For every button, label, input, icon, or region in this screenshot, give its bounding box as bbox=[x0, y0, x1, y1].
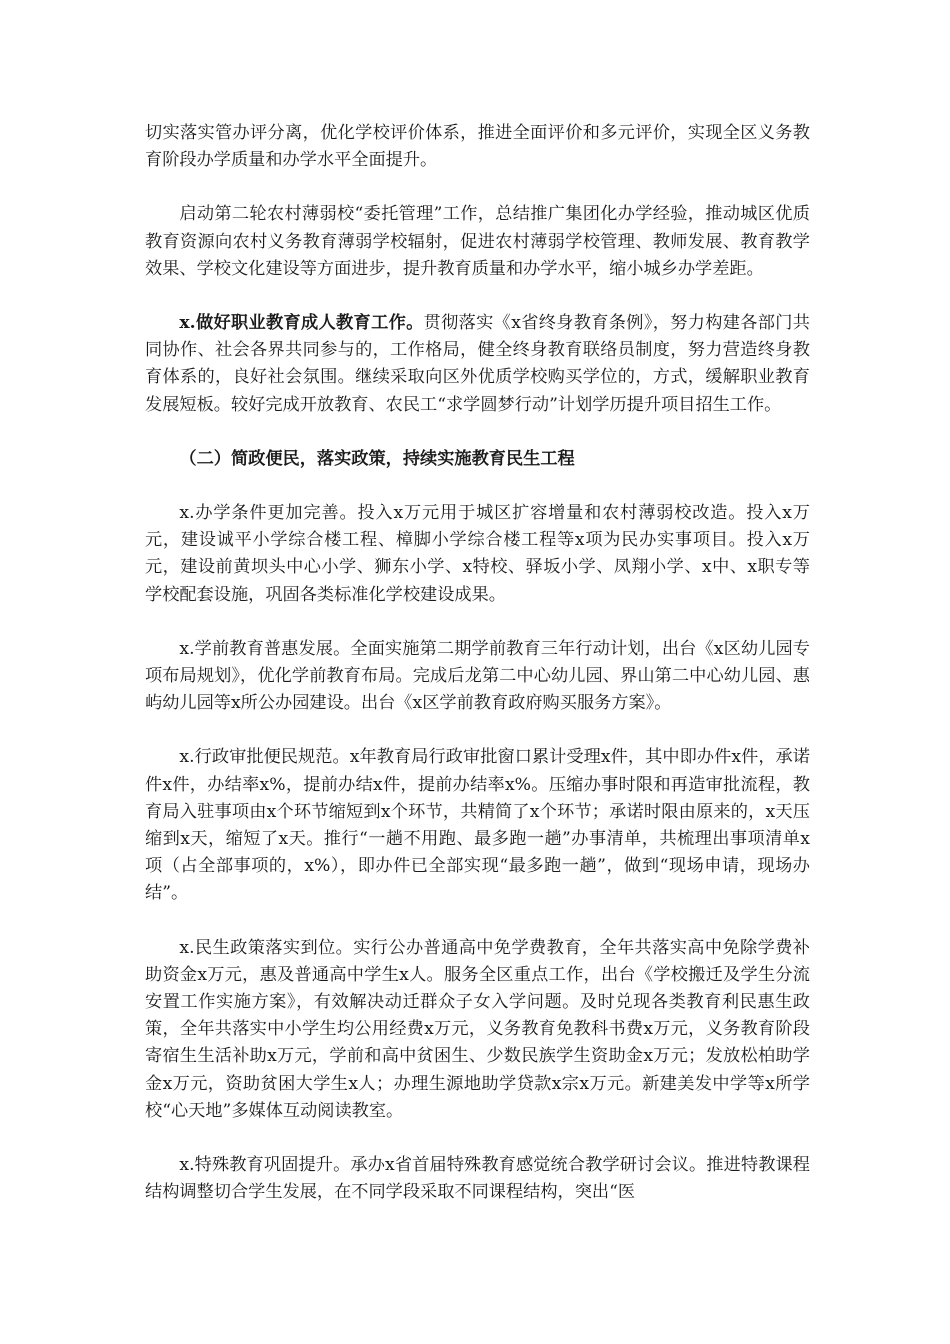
paragraph-lead-vocational: x.做好职业教育成人教育工作。 bbox=[179, 313, 424, 334]
paragraph-special-education: x.特殊教育巩固提升。承办x省首届特殊教育感觉统合教学研讨会议。推进特教课程结构调整切合学生发展，在不同学段采取不同课程结构，突出“医 bbox=[145, 1155, 810, 1203]
document-page bbox=[145, 120, 810, 1207]
paragraph-school-conditions: x.办学条件更加完善。投入x万元用于城区扩容增量和农村薄弱校改造。投入x万元，建设诚平小学综合楼工程、樟脚小学综合楼工程等x项为民办实事项目。投入x万元，建设前黄坝头中心小学、狮东小学、x特校、驿坂小学、凤翔小学、x中、x职专等学校配套设施，巩固各类标准化学校建设成果。 bbox=[145, 503, 810, 605]
paragraph-preschool: x.学前教育普惠发展。全面实施第二期学前教育三年行动计划，出台《x区幼儿园专项布局规划》，优化学前教育布局。完成后龙第二中心幼儿园、界山第二中心幼儿园、惠屿幼儿园等x所公办园建设。出台《x区学前教育政府购买服务方案》。 bbox=[145, 638, 810, 714]
paragraph-entrusted-management: 启动第二轮农村薄弱校“委托管理”工作，总结推广集团化办学经验，推动城区优质教育资源向农村义务教育薄弱学校辐射，促进农村薄弱学校管理、教师发展、教育教学效果、学校文化建设等方面进步，提升教育质量和办学水平，缩小城乡办学差距。 bbox=[145, 204, 810, 279]
section-heading-2: （二）简政便民，落实政策，持续实施教育民生工程 bbox=[179, 448, 575, 469]
paragraph-vocational-education bbox=[145, 310, 810, 419]
paragraph-administrative-approval: x.行政审批便民规范。x年教育局行政审批窗口累计受理x件，其中即办件x件，承诺件x件，办结率x%，提前办结x件，提前办结率x%。压缩办事时限和再造审批流程，教育局入驻事项由x个环节缩短到x个环节，共精简了x个环节；承诺时限由原来的，x天压缩到x天，缩短了x天。推行“一趟不用跑、最多跑一趟”办事清单，共梳理出事项清单x项（占全部事项的，x%），即办件已全部实现“最多跑一趟”，做到“现场申请，现场办结”。 bbox=[145, 747, 810, 904]
paragraph-livelihood-policy: x.民生政策落实到位。实行公办普通高中免学费教育，全年共落实高中免除学费补助资金x万元，惠及普通高中学生x人。服务全区重点工作，出台《学校搬迁及学生分流安置工作实施方案》，有效解决动迁群众子女入学问题。及时兑现各类教育利民惠生政策，全年共落实中小学生均公用经费x万元，义务教育免教科书费x万元，义务教育阶段寄宿生生活补助x万元，学前和高中贫困生、少数民族学生资助金x万元；发放松柏助学金x万元，资助贫困大学生x人；办理生源地助学贷款x宗x万元。新建美发中学等x所学校“心天地”多媒体互动阅读教室。 bbox=[145, 937, 810, 1121]
paragraph-body-vocational: 贯彻落实《x省终身教育条例》，努力构建各部门共同协作、社会各界共同参与的，工作格局，健全终身教育联络员制度，努力营造终身教育体系的，良好社会氛围。继续采取向区外优质学校购买学位的，方式，缓解职业教育发展短板。较好完成开放教育、农民工“求学圆梦行动”计划学历提升项目招生工作。 bbox=[145, 313, 810, 415]
paragraph-continuation: 切实落实管办评分离，优化学校评价体系，推进全面评价和多元评价，实现全区义务教育阶段办学质量和办学水平全面提升。 bbox=[145, 123, 810, 171]
